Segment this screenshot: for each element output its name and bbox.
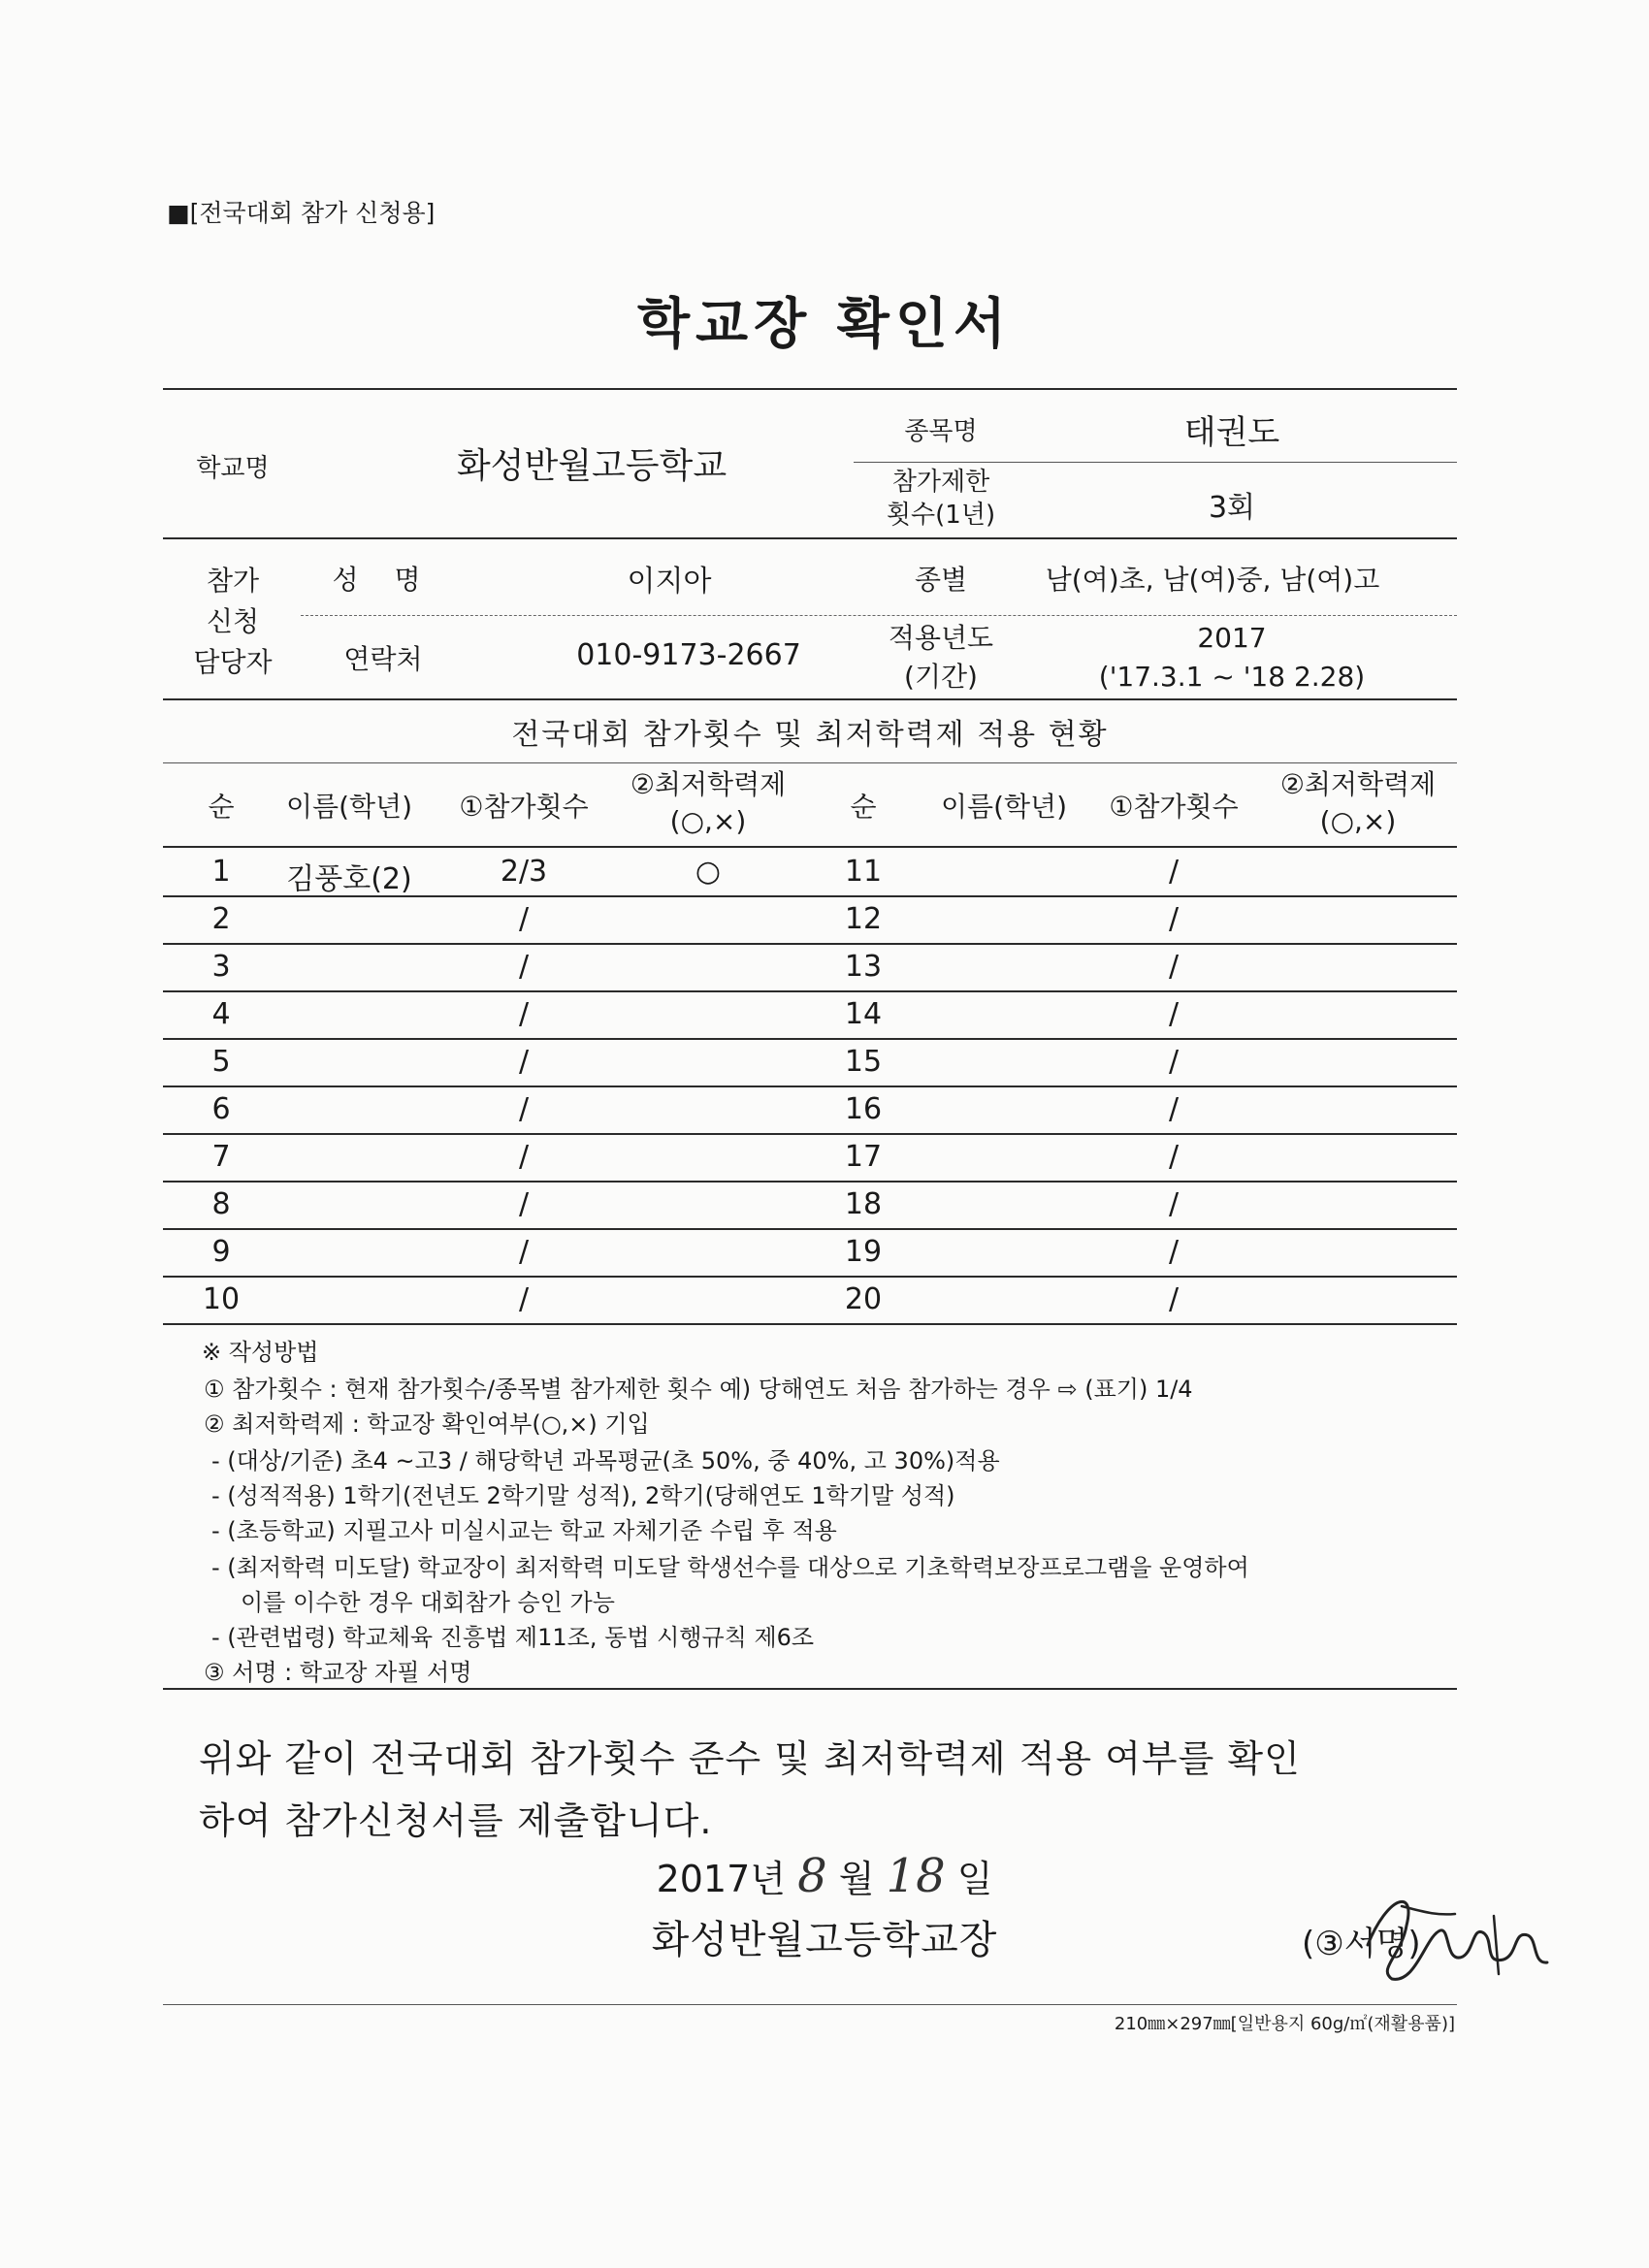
row-number: 20 bbox=[844, 1282, 883, 1316]
row-count: / bbox=[1168, 950, 1180, 984]
row-count: / bbox=[518, 1140, 530, 1174]
row-number: 13 bbox=[844, 950, 883, 984]
guide-line: ② 최저학력제 : 학교장 확인여부(○,×) 기입 bbox=[204, 1410, 650, 1438]
row-count: / bbox=[1168, 1235, 1180, 1269]
row-count: / bbox=[1168, 997, 1180, 1031]
row-count: / bbox=[518, 1235, 530, 1269]
row-count: / bbox=[1168, 1140, 1180, 1174]
header-min-right bbox=[1251, 766, 1465, 840]
form-tag: ■[전국대회 참가 신청용] bbox=[167, 199, 436, 227]
guide-line: - (대상/기준) 초4 ~고3 / 해당학년 과목평균(초 50%, 중 40%, 고 30%)적용 bbox=[211, 1447, 1000, 1474]
date-month: 8 bbox=[797, 1849, 827, 1903]
header-min-left-line1: ②최저학력제 bbox=[630, 768, 787, 800]
declaration-line1: 위와 같이 전국대회 참가횟수 준수 및 최저학력제 적용 여부를 확인 bbox=[199, 1737, 1301, 1780]
applicant-label-line1: 참가 bbox=[206, 565, 260, 597]
limit-value: 3회 bbox=[1208, 491, 1256, 525]
year-value bbox=[1057, 619, 1406, 697]
year-label-line1: 적용년도 bbox=[888, 622, 994, 654]
row-divider bbox=[163, 1276, 1457, 1278]
row-divider bbox=[163, 1323, 1457, 1325]
row-divider bbox=[163, 990, 1457, 992]
guide-line: ※ 작성방법 bbox=[202, 1339, 319, 1366]
row-name: 김풍호(2) bbox=[286, 862, 412, 896]
row-number: 6 bbox=[211, 1092, 231, 1126]
row-number: 5 bbox=[211, 1045, 231, 1079]
row-count: / bbox=[1168, 1092, 1180, 1126]
row-count: / bbox=[1168, 902, 1180, 936]
category-value: 남(여)초, 남(여)중, 남(여)고 bbox=[1045, 564, 1380, 596]
row-count: / bbox=[1168, 855, 1180, 889]
guide-line: 이를 이수한 경우 대회참가 승인 가능 bbox=[241, 1589, 615, 1616]
row-number: 1 bbox=[211, 855, 231, 889]
name-value: 이지아 bbox=[627, 565, 712, 599]
row-divider bbox=[163, 1133, 1457, 1135]
row-min-achievement: ○ bbox=[695, 855, 722, 889]
limit-label-line2: 횟수(1년) bbox=[886, 501, 996, 530]
row-count: / bbox=[518, 997, 530, 1031]
row-number: 4 bbox=[211, 997, 231, 1031]
date-day-unit: 일 bbox=[956, 1858, 993, 1900]
header-count-right: ①참가횟수 bbox=[1109, 791, 1239, 823]
year-label bbox=[854, 619, 1028, 697]
document-title: 학교장 확인서 bbox=[636, 293, 1013, 356]
row-number: 18 bbox=[844, 1187, 883, 1221]
contact-value: 010-9173-2667 bbox=[576, 638, 801, 672]
school-name: 화성반월고등학교 bbox=[456, 446, 728, 486]
date-year: 2017년 bbox=[656, 1858, 786, 1900]
row-number: 19 bbox=[844, 1235, 883, 1269]
row-divider bbox=[163, 1085, 1457, 1087]
paper-spec-note: 210㎜×297㎜[일반용지 60g/㎡(재활용품)] bbox=[1114, 2014, 1455, 2034]
row-count: / bbox=[1168, 1187, 1180, 1221]
row-number: 16 bbox=[844, 1092, 883, 1126]
row-divider bbox=[163, 1038, 1457, 1040]
year-value-line2: ('17.3.1 ~ '18 2.28) bbox=[1098, 661, 1366, 693]
applicant-label-line2: 신청 bbox=[206, 605, 260, 637]
row-number: 14 bbox=[844, 997, 883, 1031]
header-seq-left: 순 bbox=[208, 791, 235, 823]
guide-line: ① 참가횟수 : 현재 참가횟수/종목별 참가제한 횟수 예) 당해연도 처음 참가하는 경우 ⇨ (표기) 1/4 bbox=[204, 1376, 1193, 1403]
row-count: / bbox=[518, 950, 530, 984]
header-min-right-line1: ②최저학력제 bbox=[1279, 768, 1437, 800]
guide-line: ③ 서명 : 학교장 자필 서명 bbox=[204, 1659, 472, 1686]
row-count: / bbox=[518, 902, 530, 936]
sport-label: 종목명 bbox=[904, 417, 978, 446]
row-count: / bbox=[518, 1092, 530, 1126]
header-count-left: ①참가횟수 bbox=[459, 791, 589, 823]
row-number: 7 bbox=[211, 1140, 231, 1174]
applicant-label bbox=[165, 561, 301, 683]
row-number: 9 bbox=[211, 1235, 231, 1269]
limit-label-line1: 참가제한 bbox=[891, 468, 990, 497]
guide-line: - (최저학력 미도달) 학교장이 최저학력 미도달 학생선수를 대상으로 기초학력보장프로그램을 운영하여 bbox=[211, 1554, 1249, 1581]
header-seq-right: 순 bbox=[850, 791, 877, 823]
guide-line: - (관련법령) 학교체육 진흥법 제11조, 동법 시행규칙 제6조 bbox=[211, 1624, 815, 1651]
limit-label bbox=[854, 466, 1028, 532]
header-name-left: 이름(학년) bbox=[285, 791, 413, 823]
row-divider bbox=[163, 895, 1457, 897]
row-number: 11 bbox=[844, 855, 883, 889]
declaration-line2: 하여 참가신청서를 제출합니다. bbox=[199, 1799, 713, 1842]
applicant-label-line3: 담당자 bbox=[193, 646, 273, 678]
row-divider bbox=[163, 1228, 1457, 1230]
principal-title: 화성반월고등학교장 bbox=[651, 1918, 998, 1962]
row-count: / bbox=[518, 1045, 530, 1079]
header-min-left-line2: (○,×) bbox=[669, 805, 747, 837]
row-number: 10 bbox=[202, 1282, 241, 1316]
status-title: 전국대회 참가횟수 및 최저학력제 적용 현황 bbox=[511, 718, 1109, 752]
guide-line: - (초등학교) 지필고사 미실시교는 학교 자체기준 수립 후 적용 bbox=[211, 1517, 837, 1544]
school-label: 학교명 bbox=[196, 454, 270, 483]
row-count: / bbox=[518, 1282, 530, 1316]
row-number: 8 bbox=[211, 1187, 231, 1221]
row-count: / bbox=[1168, 1045, 1180, 1079]
row-number: 3 bbox=[211, 950, 231, 984]
year-value-line1: 2017 bbox=[1197, 622, 1267, 654]
row-divider bbox=[163, 1181, 1457, 1183]
row-number: 15 bbox=[844, 1045, 883, 1079]
category-label: 종별 bbox=[914, 564, 968, 596]
row-number: 17 bbox=[844, 1140, 883, 1174]
row-number: 2 bbox=[211, 902, 231, 936]
row-count: / bbox=[1168, 1282, 1180, 1316]
principal-signature bbox=[1348, 1877, 1562, 1993]
row-divider bbox=[163, 943, 1457, 945]
sport-value: 태권도 bbox=[1183, 413, 1280, 452]
header-min-right-line2: (○,×) bbox=[1319, 805, 1397, 837]
guide-line: - (성적적용) 1학기(전년도 2학기말 성적), 2학기(당해연도 1학기말 성적) bbox=[211, 1482, 955, 1509]
header-name-right: 이름(학년) bbox=[940, 791, 1068, 823]
contact-label: 연락처 bbox=[343, 643, 423, 675]
signature-label: (③서명) bbox=[1302, 1925, 1421, 1963]
row-count: / bbox=[518, 1187, 530, 1221]
name-label: 성 명 bbox=[332, 564, 435, 596]
header-min-left bbox=[601, 766, 815, 840]
year-label-line2: (기간) bbox=[904, 661, 978, 693]
date-day: 18 bbox=[886, 1849, 946, 1903]
row-count: 2/3 bbox=[500, 855, 548, 889]
row-number: 12 bbox=[844, 902, 883, 936]
date-month-unit: 월 bbox=[838, 1858, 875, 1900]
